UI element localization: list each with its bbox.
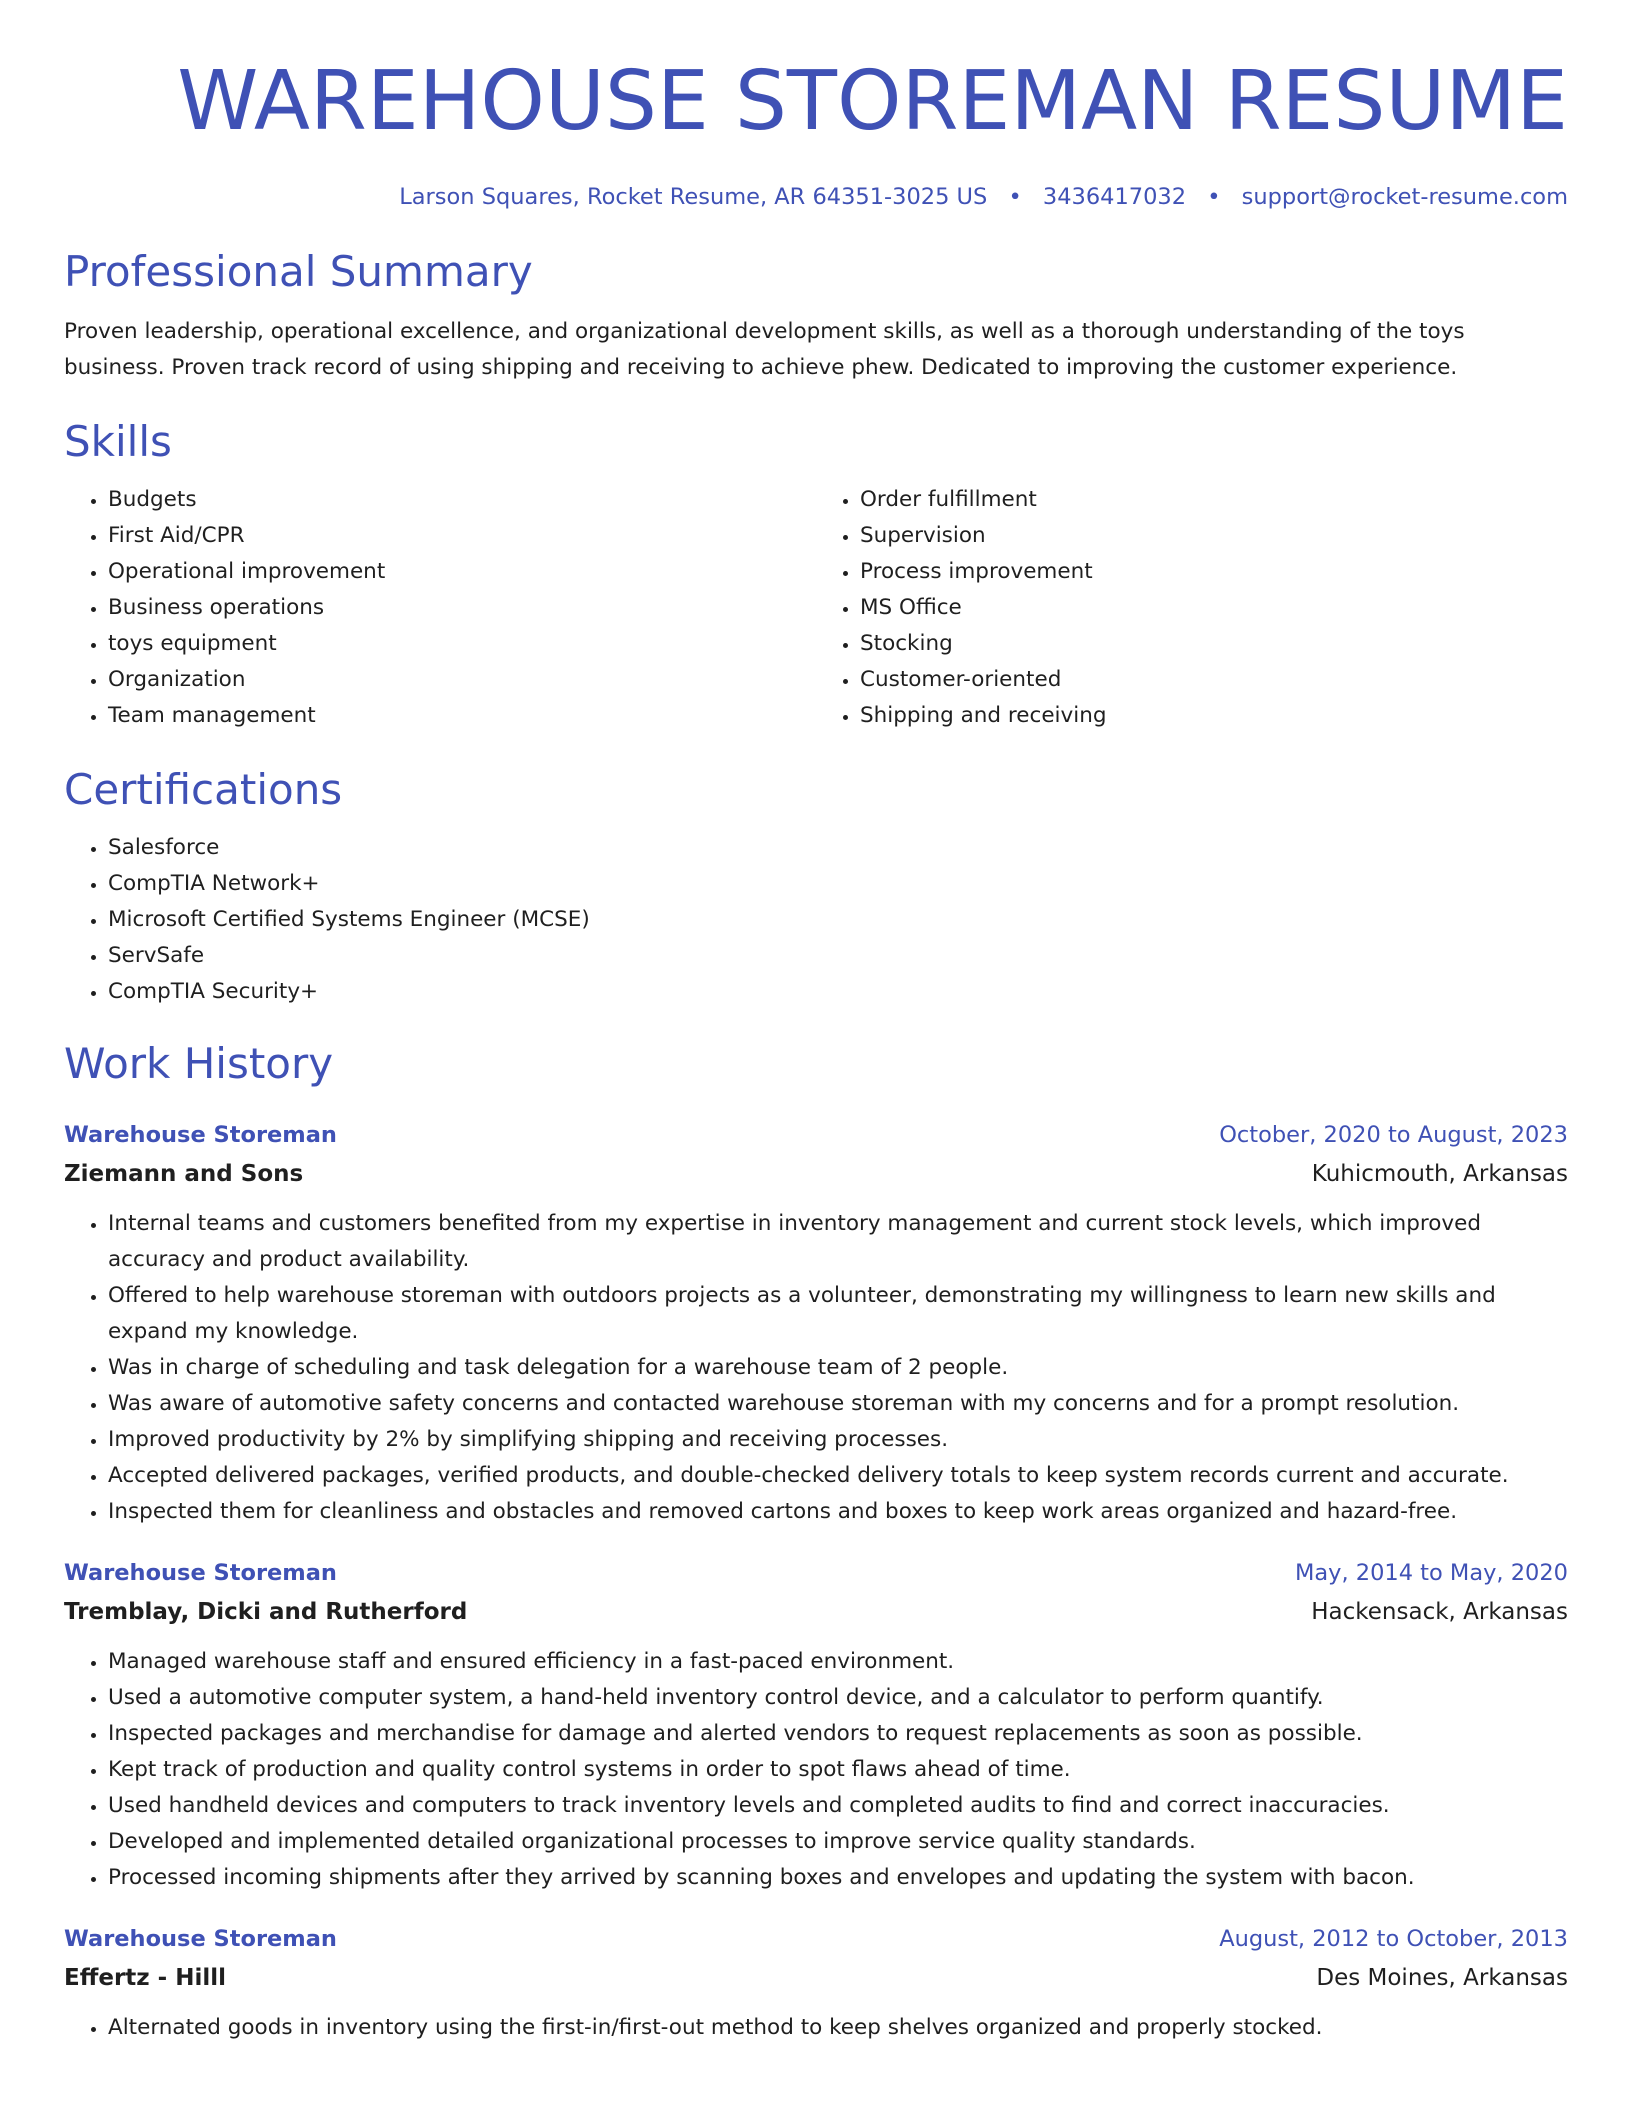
skill-item: • toys equipment xyxy=(108,626,816,662)
job-title: Warehouse Storeman xyxy=(64,1926,337,1952)
job-title-row xyxy=(64,1554,1568,1592)
job-title-row xyxy=(64,1116,1568,1154)
skills-columns xyxy=(64,482,1568,734)
skills-list-left xyxy=(64,482,816,734)
skill-item: • Shipping and receiving xyxy=(860,698,1568,734)
job-entry xyxy=(64,1116,1568,1530)
skill-item: • Organization xyxy=(108,662,816,698)
section-heading: Professional Summary xyxy=(64,247,533,296)
resume-title: WAREHOUSE STOREMAN RESUME xyxy=(177,54,1568,149)
certifications-list xyxy=(64,830,1568,1010)
skill-item: • Team management xyxy=(108,698,816,734)
section-heading: Work History xyxy=(64,1039,334,1088)
contact-phone: 3436417032 xyxy=(1042,184,1187,210)
job-bullets xyxy=(64,2010,1568,2046)
job-bullet: • Was aware of automotive safety concerns and contacted warehouse storeman with my concerns and for a prompt resolution. xyxy=(108,1386,1568,1422)
skill-item: • Business operations xyxy=(108,590,816,626)
job-location: Des Moines, Arkansas xyxy=(1316,1965,1568,1991)
certification-item: • Microsoft Certified Systems Engineer (MCSE) xyxy=(108,902,1568,938)
job-company-row xyxy=(64,1154,1568,1194)
skill-item: • Operational improvement xyxy=(108,554,816,590)
job-entry xyxy=(64,1554,1568,1896)
skill-item: • Customer-oriented xyxy=(860,662,1568,698)
job-company-row xyxy=(64,1592,1568,1632)
skill-item: • MS Office xyxy=(860,590,1568,626)
summary-text: Proven leadership, operational excellence, and organizational development skills, as well as a thorough understanding of the toys business. Proven track record of using shipping and receiving to achieve phew. Dedicated to improving the customer experience. xyxy=(64,319,1465,380)
skill-item: • Stocking xyxy=(860,626,1568,662)
skill-item: • Order fulfillment xyxy=(860,482,1568,518)
skill-item: • Process improvement xyxy=(860,554,1568,590)
job-bullet: • Inspected packages and merchandise for damage and alerted vendors to request replacements as soon as possible. xyxy=(108,1716,1568,1752)
contact-email[interactable]: support@rocket-resume.com xyxy=(1241,184,1568,210)
job-dates: August, 2012 to October, 2013 xyxy=(1219,1926,1568,1952)
job-bullet: • Kept track of production and quality control systems in order to spot flaws ahead of time. xyxy=(108,1752,1568,1788)
job-bullet: • Processed incoming shipments after they arrived by scanning boxes and envelopes and updating the system with bacon. xyxy=(108,1860,1568,1896)
resume-header xyxy=(64,0,1568,212)
job-location: Kuhicmouth, Arkansas xyxy=(1311,1161,1568,1187)
job-location: Hackensack, Arkansas xyxy=(1311,1599,1568,1625)
contact-separator: • xyxy=(1008,184,1022,210)
job-company: Ziemann and Sons xyxy=(64,1161,304,1187)
job-company: Tremblay, Dicki and Rutherford xyxy=(64,1599,468,1625)
job-company: Effertz - Hilll xyxy=(64,1965,227,1991)
certification-item: • Salesforce xyxy=(108,830,1568,866)
certification-item: • CompTIA Security+ xyxy=(108,974,1568,1010)
skill-item: • First Aid/CPR xyxy=(108,518,816,554)
job-title: Warehouse Storeman xyxy=(64,1560,337,1586)
job-dates: October, 2020 to August, 2023 xyxy=(1219,1122,1568,1148)
job-company-row xyxy=(64,1958,1568,1998)
job-title: Warehouse Storeman xyxy=(64,1122,337,1148)
work-history-section xyxy=(64,1036,1568,2046)
job-bullets xyxy=(64,1206,1568,1530)
job-bullet: • Used handheld devices and computers to track inventory levels and completed audits to find and correct inaccuracies. xyxy=(108,1788,1568,1824)
contact-line xyxy=(64,182,1568,212)
job-bullet: • Accepted delivered packages, verified products, and double-checked delivery totals to keep system records current and accurate. xyxy=(108,1458,1568,1494)
skills-list-right xyxy=(816,482,1568,734)
job-bullet: • Used a automotive computer system, a hand-held inventory control device, and a calculator to perform quantify. xyxy=(108,1680,1568,1716)
certifications-section xyxy=(64,762,1568,1010)
job-title-row xyxy=(64,1920,1568,1958)
section-heading: Certifications xyxy=(64,765,343,814)
job-dates: May, 2014 to May, 2020 xyxy=(1294,1560,1568,1586)
job-bullets xyxy=(64,1644,1568,1896)
skill-item: • Budgets xyxy=(108,482,816,518)
job-bullet: • Inspected them for cleanliness and obstacles and removed cartons and boxes to keep work areas organized and hazard-free. xyxy=(108,1494,1568,1530)
jobs-list xyxy=(64,1116,1568,2046)
professional-summary-section xyxy=(64,244,1568,386)
section-heading: Skills xyxy=(64,417,172,466)
skill-item: • Supervision xyxy=(860,518,1568,554)
contact-address: Larson Squares, Rocket Resume, AR 64351-3025 US xyxy=(399,184,988,210)
job-bullet: • Was in charge of scheduling and task delegation for a warehouse team of 2 people. xyxy=(108,1350,1568,1386)
job-bullet: • Offered to help warehouse storeman with outdoors projects as a volunteer, demonstrating my willingness to learn new skills and expand my knowledge. xyxy=(108,1278,1568,1350)
job-bullet: • Improved productivity by 2% by simplifying shipping and receiving processes. xyxy=(108,1422,1568,1458)
certification-item: • CompTIA Network+ xyxy=(108,866,1568,902)
skills-section xyxy=(64,414,1568,734)
job-bullet: • Internal teams and customers benefited from my expertise in inventory management and current stock levels, which improved accuracy and product availability. xyxy=(108,1206,1568,1278)
contact-separator: • xyxy=(1207,184,1221,210)
job-entry xyxy=(64,1920,1568,2046)
job-bullet: • Alternated goods in inventory using the first-in/first-out method to keep shelves organized and properly stocked. xyxy=(108,2010,1568,2046)
certification-item: • ServSafe xyxy=(108,938,1568,974)
job-bullet: • Developed and implemented detailed organizational processes to improve service quality standards. xyxy=(108,1824,1568,1860)
job-bullet: • Managed warehouse staff and ensured efficiency in a fast-paced environment. xyxy=(108,1644,1568,1680)
